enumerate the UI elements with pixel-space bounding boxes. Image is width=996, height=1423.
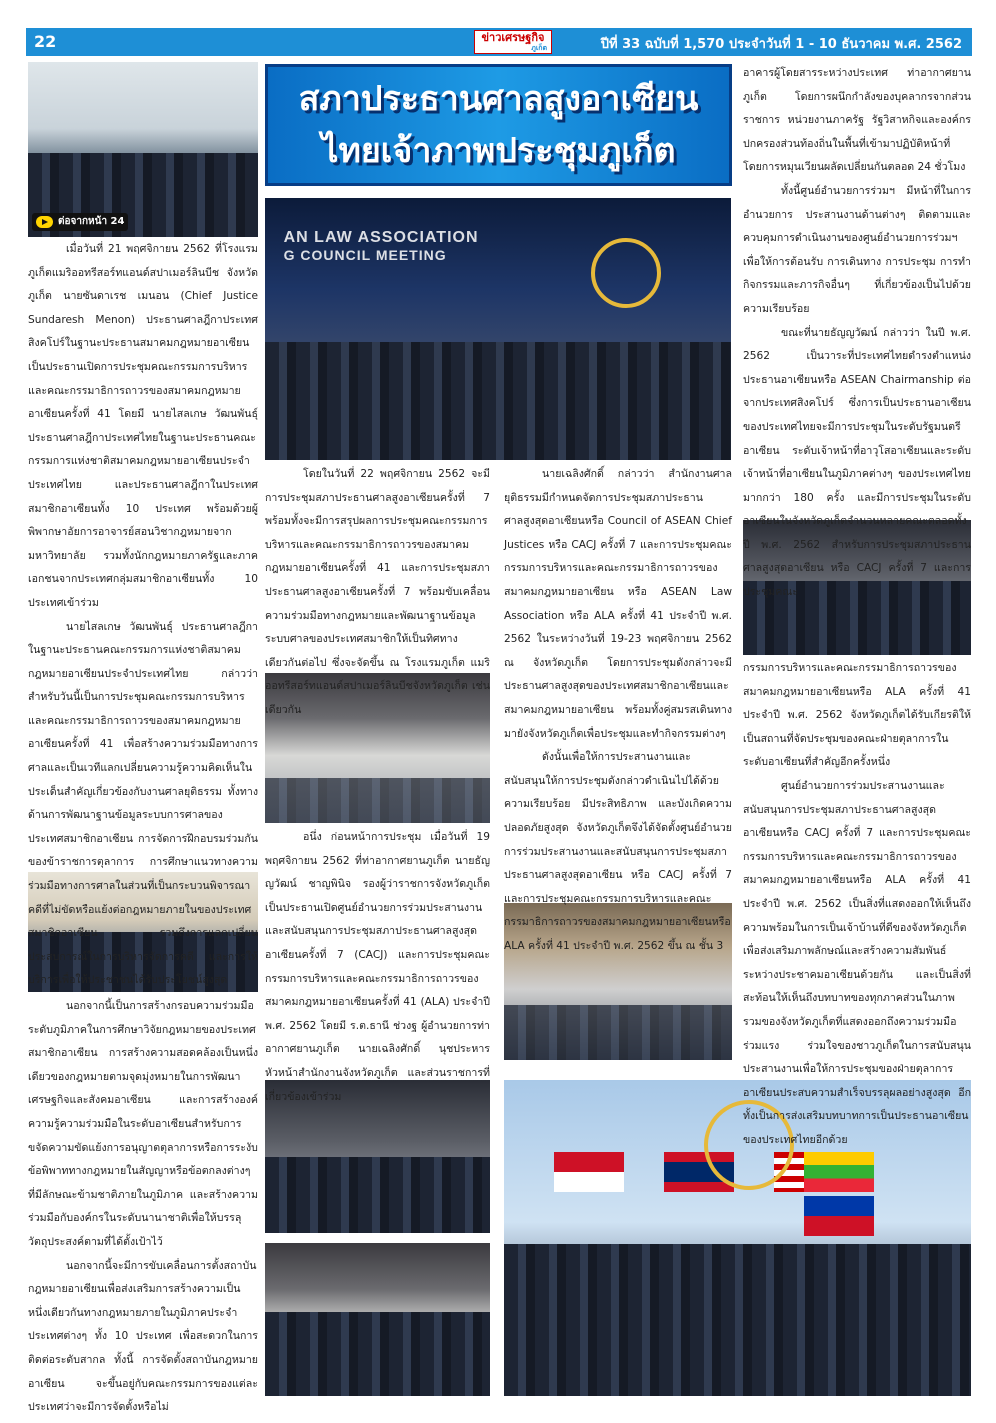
stage-banner-line-1: AN LAW ASSOCIATION <box>283 229 479 247</box>
col4-paragraph-1: อาคารผู้โดยสารระหว่างประเทศ ท่าอากาศยานภูเก็ต โดยการผนึกกำลังของบุคลากรจากส่วนราชการ หน่วยงานภาครัฐ รัฐวิสาหกิจและองค์กรปกครองส่วนท้องถิ่นในพื้นที่เข้ามาปฏิบัติหน้าที่ โดยการหมุนเวียนผลัดเปลี่ยนกันตลอด 24 ชั่วโมง <box>743 67 971 174</box>
issue-line: ปีที่ 33 ฉบับที่ 1,570 ประจำวันที่ 1 - 10 ธันวาคม พ.ศ. 2562 <box>600 37 962 52</box>
logo-sub-text: ภูเก็ต <box>531 44 547 52</box>
column-1-upper <box>28 238 258 987</box>
asean-law-emblem-icon <box>591 238 661 308</box>
col2-paragraph-1: โดยในวันที่ 22 พฤศจิกายน 2562 จะมีการประชุมสภาประธานศาลสูงอาเซียนครั้งที่ 7 พร้อมทั้งจะมีการสรุปผลการประชุมคณะกรรมการบริหารและคณะกรรมาธิการถาวรของสมาคมกฎหมายอาเซียนครั้งที่ 41 และการประชุมสภาประธานศาลสูงอาเซียนครั้งที่ 7 พร้อมขับเคลื่อนความร่วมมือทางกฎหมายและพัฒนาฐานข้อมูลระบบศาลของประเทศสมาชิกให้เป็นทิศทางเดียวกันต่อไป ซึ่งจะจัดขึ้น ณ โรงแรมภูเก็ต แมริออทรีสอร์ทแอนด์สปาเมอร์ลินบีชจังหวัดภูเก็ต เช่นเดียวกัน <box>265 468 490 716</box>
column-4-lower <box>743 657 971 1146</box>
col1-paragraph-1: เมื่อวันที่ 21 พฤศจิกายน 2562 ที่โรงแรมภูเก็ตแมริออทรีสอร์ทแอนด์สปาเมอร์ลินบีช จังหวัดภูเก็ต นายซันดาเรช เมนอน (Chief Justice Sundaresh Menon) ประธานศาลฎีกาประเทศสิงคโปร์ในฐานะประธานสมาคมกฎหมายอาเซียน เป็นประธานเปิดการประชุมคณะกรรมการบริหารและคณะกรรมาธิการถาวรของสมาคมกฎหมายอาเซียนครั้งที่ 41 โดยมี นายไสลเกษ วัฒนพันธุ์ ประธานศาลฎีกาประเทศไทยในฐานะประธานคณะกรรมการแห่งชาติสมาคมกฎหมายอาเซียนประจำประเทศไทย และประธานศาลฎีกาในประเทศสมาชิกอาเซียนทั้ง 10 ประเทศ พร้อมด้วยผู้พิพากษาอัยการอาจารย์สอนวิชากฎหมายจากมหาวิทยาลัย รวมทั้งนักกฎหมายภาครัฐและภาคเอกชนจากประเทศกลุ่มสมาชิกอาเซียนทั้ง 10 ประเทศเข้าร่วม <box>28 243 258 609</box>
column-1-lower <box>28 995 258 1414</box>
continued-label: ต่อจากหน้า 24 <box>58 216 125 227</box>
stage-banner-text <box>284 229 479 263</box>
column-4-upper <box>743 62 971 599</box>
photo-delegates-table <box>265 1243 490 1396</box>
col1-paragraph-4: นอกจากนี้จะมีการขับเคลื่อนการตั้งสถาบันกฎหมายอาเซียนเพื่อส่งเสริมการสร้างความเป็นหนึ่งเดียวกันทางกฎหมายภายในภูมิภาคประจำประเทศต่างๆ ทั้ง 10 ประเทศ เพื่อสะดวกในการติดต่อระดับสากล ทั้งนี้ การจัดตั้งสถาบันกฎหมายอาเซียน จะขึ้นอยู่กับคณะกรรมการของแต่ละประเทศว่าจะมีการจัดตั้งหรือไม่ <box>28 1259 258 1414</box>
col3-paragraph-1: นายเฉลิงศักดิ์ กล่าวว่า สำนักงานศาลยุติธรรมมีกำหนดจัดการประชุมสภาประธานศาลสูงสุดอาเซียนหรือ Council of ASEAN Chief Justices หรือ CACJ ครั้งที่ 7 และการประชุมคณะกรรมการบริหารและคณะกรรมาธิการถาวรของสมาคมกฎหมายอาเซียน หรือ ASEAN Law Association หรือ ALA ครั้งที่ 41 ประจำปี พ.ศ. 2562 ในระหว่างวันที่ 19-23 พฤศจิกายน 2562 ณ จังหวัดภูเก็ต โดยการประชุมดังกล่าวจะมีประธานศาลสูงสุดของประเทศสมาชิกอาเซียนและสมาคมกฎหมายอาเซียน พร้อมทั้งคู่สมรสเดินทางมายังจังหวัดภูเก็ตเพื่อประชุมและทำกิจกรรมต่างๆ <box>504 468 732 740</box>
stage-banner-line-2: G COUNCIL MEETING <box>283 247 447 264</box>
column-3 <box>504 463 732 952</box>
page-header <box>26 28 972 56</box>
column-2-lower <box>265 826 490 1103</box>
col4-paragraph-4: กรรมการบริหารและคณะกรรมาธิการถาวรของสมาคมกฎหมายอาเซียนหรือ ALA ครั้งที่ 41 ประจำปี พ.ศ. 2562 จังหวัดภูเก็ตได้รับเกียรติให้เป็นสถานที่จัดประชุมของคณะฝ่ายตุลาการในระดับอาเซียนที่สำคัญอีกครั้งหนึ่ง <box>743 662 971 769</box>
col4-paragraph-3: ขณะที่นายธัญญวัฒน์ กล่าวว่า ในปี พ.ศ. 2562 เป็นวาระที่ประเทศไทยดำรงตำแหน่งประธานอาเซียนหรือ ASEAN Chairmanship ต่อจากประเทศสิงคโปร์ ซึ่งการเป็นประธานอาเซียนของประเทศไทยจะมีการประชุมในระดับรัฐมนตรีอาเซียน ระดับเจ้าหน้าที่อาวุโสอาเซียนและระดับเจ้าหน้าที่อาเซียนในภูมิภาคต่างๆ ของประเทศไทยมากกว่า 180 ครั้ง และมีการประชุมในระดับอาเซียนในจังหวัดภูเก็ตจำนวนหลายคณะตลอดทั้งปี พ.ศ. 2562 สำหรับการประชุมสภาประธานศาลสูงสุดอาเซียน หรือ CACJ ครั้งที่ 7 และการประชุมคณะ <box>743 326 971 599</box>
col1-paragraph-3: นอกจากนี้เป็นการสร้างกรอบความร่วมมือระดับภูมิภาคในการศึกษาวิจัยกฎหมายของประเทศสมาชิกอาเซียน การสร้างความสอดคล้องเป็นหนึ่งเดียวของกฎหมายตามจุดมุ่งหมายในการพัฒนาเศรษฐกิจและสังคมอาเซียน และการสร้างองค์ความรู้ความร่วมมือในระดับอาเซียนสำหรับการขจัดความขัดแย้งการอนุญาตตุลาการหรือการระงับข้อพิพาททางกฎหมายในสัญญาหรือข้อตกลงต่างๆ ที่มีลักษณะข้ามชาติภายในภูมิภาค และสร้างความร่วมมือกับองค์กรในระดับนานาชาติเพื่อให้บรรลุวัตถุประสงค์ตามที่ได้ตั้งเป้าไว้ <box>28 1000 258 1248</box>
col3-paragraph-2: ดังนั้นเพื่อให้การประสานงานและสนับสนุนให้การประชุมดังกล่าวดำเนินไปได้ด้วยความเรียบร้อย มีประสิทธิภาพ และบังเกิดความปลอดภัยสูงสุด จังหวัดภูเก็ตจึงได้จัดตั้งศูนย์อำนวยการร่วมประสานงานและสนับสนุนการประชุมสภาประธานศาลสูงสุดอาเซียน หรือ CACJ ครั้งที่ 7 และการประชุมคณะกรรมการบริหารและคณะกรรมาธิการถาวรของสมาคมกฎหมายอาเซียนหรือ ALA ครั้งที่ 41 ประจำปี พ.ศ. 2562 ขึ้น ณ ชั้น 3 <box>504 751 732 952</box>
column-2-upper <box>265 463 490 716</box>
col4-paragraph-5: ศูนย์อำนวยการร่วมประสานงานและสนับสนุนการประชุมสภาประธานศาลสูงสุดอาเซียนหรือ CACJ ครั้งที่ 7 และการประชุมคณะกรรมการบริหารและคณะกรรมาธิการถาวรของสมาคมกฎหมายอาเซียนหรือ ALA ครั้งที่ 41 ประจำปี พ.ศ. 2562 เป็นสิ่งที่แสดงออกให้เห็นถึงความพร้อมในการเป็นเจ้าบ้านที่ดีของจังหวัดภูเก็ต เพื่อส่งเสริมภาพลักษณ์และสร้างความสัมพันธ์ระหว่างประชาคมอาเซียนด้วยกัน และเป็นสิ่งที่สะท้อนให้เห็นถึงบทบาทของทุกภาคส่วนในภาพรวมของจังหวัดภูเก็ตที่แสดงออกถึงความร่วมมือ ร่วมแรง ร่วมใจของชาวภูเก็ตในการสนับสนุน ประสานงานเพื่อให้การประชุมของฝ่ายตุลาการอาเซียนประสบความสำเร็จบรรลุผลอย่างสูงสุด อีกทั้งเป็นการส่งเสริมบทบาทการเป็นประธานอาเซียนของประเทศไทยอีกด้วย <box>743 779 971 1146</box>
arrow-right-icon <box>36 216 53 228</box>
headline-box <box>265 64 732 186</box>
headline-line-1: สภาประธานศาลสูงอาเซียน <box>298 79 699 119</box>
headline-line-2: ไทยเจ้าภาพประชุมภูเก็ต <box>321 131 676 171</box>
newspaper-logo <box>474 30 552 54</box>
col2-paragraph-2: อนึ่ง ก่อนหน้าการประชุม เมื่อวันที่ 19 พฤศจิกายน 2562 ที่ท่าอากาศยานภูเก็ต นายธัญญวัฒน์ ชาญพินิจ รองผู้ว่าราชการจังหวัดภูเก็ต เป็นประธานเปิดศูนย์อำนวยการร่วมประสานงานและสนับสนุนการประชุมสภาประธานศาลสูงสุดอาเซียนครั้งที่ 7 (CACJ) และการประชุมคณะกรรมการบริหารและคณะกรรมาธิการถาวรของสมาคมกฎหมายอาเซียนครั้งที่ 41 (ALA) ประจำปี พ.ศ. 2562 โดยมี ร.ต.ธานี ช่วงฐ ผู้อำนวยการท่าอากาศยานภูเก็ต นายเฉลิงศักดิ์ นุชประหาร หัวหน้าสำนักงานจังหวัดภูเก็ต และส่วนราชการที่เกี่ยวข้องเข้าร่วม <box>265 831 490 1103</box>
photo-group-airport <box>28 62 258 237</box>
continued-from-badge <box>32 213 128 231</box>
page-number: 22 <box>34 32 57 51</box>
photo-stage-group <box>265 198 731 460</box>
col4-paragraph-2: ทั้งนี้ศูนย์อำนวยการร่วมฯ มีหน้าที่ในการอำนวยการ ประสานงานด้านต่างๆ ติดตามและควบคุมการดำเนินงานของศูนย์อำนวยการร่วมฯ เพื่อให้การต้อนรับ การเดินทาง การประชุม การทำกิจกรรมและภารกิจอื่นๆ ที่เกี่ยวข้องเป็นไปด้วยความเรียบร้อย <box>743 184 971 315</box>
logo-main-text: ข่าวเศรษฐกิจ <box>481 31 545 44</box>
col1-paragraph-2: นายไสลเกษ วัฒนพันธุ์ ประธานศาลฎีกาในฐานะประธานคณะกรรมการแห่งชาติสมาคมกฎหมายอาเซียนประจำประเทศไทย กล่าวว่า สำหรับวันนี้เป็นการประชุมคณะกรรมการบริหารและคณะกรรมาธิการถาวรของสมาคมกฎหมายอาเซียนครั้งที่ 41 เพื่อสร้างความร่วมมือทางการศาลและเป็นเวทีแลกเปลี่ยนความรู้ความคิดเห็นในประเด็นสำคัญเกี่ยวข้องกับงานศาลยุติธรรม ทั้งทางด้านการพัฒนาฐานข้อมูลระบบการศาลของประเทศสมาชิกอาเซียน การจัดการฝึกอบรมร่วมกันของข้าราชการตุลาการ การศึกษาแนวทางความร่วมมือทางการศาลในส่วนที่เป็นกระบวนพิจารณาคดีที่ไม่ขัดหรือแย้งต่อกฎหมายภายในของประเทศสมาชิกอาเซียน รวมถึงการแลกเปลี่ยนประสบการณ์ในการบริหารจัดการคดี และการให้บริการเพื่อให้ประชาชนได้รับประโยชน์สูงสุด <box>28 620 258 987</box>
